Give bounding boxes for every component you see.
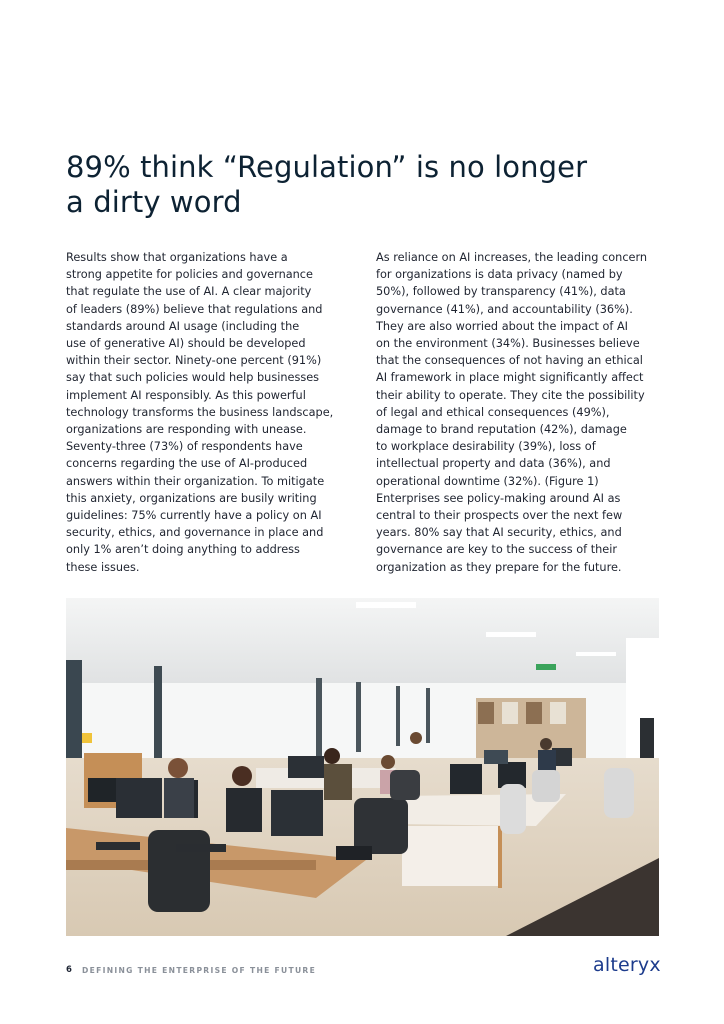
person-body bbox=[324, 764, 352, 800]
text-line: governance (41%), and accountability (36%). bbox=[376, 302, 633, 316]
text-line: governance are key to the success of their bbox=[376, 543, 618, 557]
text-line: for organizations is data privacy (named by bbox=[376, 268, 623, 282]
text-line: damage to brand reputation (42%), damage bbox=[376, 423, 627, 437]
text-line: on the environment (34%). Businesses believe bbox=[376, 337, 640, 351]
text-line: guidelines: 75% currently have a policy on AI bbox=[66, 509, 322, 523]
person-head bbox=[540, 738, 552, 750]
text-line: their ability to operate. They cite the possibility bbox=[376, 388, 645, 402]
text-line: strong appetite for policies and governance bbox=[66, 268, 313, 282]
text-line: concerns regarding the use of AI-produced bbox=[66, 457, 308, 471]
ceiling-light bbox=[486, 632, 536, 637]
text-line: organization as they prepare for the future. bbox=[376, 560, 622, 574]
text-line: years. 80% say that AI security, ethics, and bbox=[376, 526, 622, 540]
shelf-box bbox=[502, 702, 518, 724]
text-line: Results show that organizations have a bbox=[66, 251, 288, 264]
text-line: these issues. bbox=[66, 560, 140, 574]
ceiling-light bbox=[356, 602, 416, 608]
office-chair bbox=[500, 784, 526, 834]
text-line: of legal and ethical consequences (49%), bbox=[376, 405, 610, 419]
text-line: of leaders (89%) believe that regulations and bbox=[66, 302, 323, 316]
person-head bbox=[324, 748, 340, 764]
sign bbox=[82, 733, 92, 743]
text-line: use of generative AI) should be developed bbox=[66, 337, 306, 351]
person-body bbox=[164, 778, 194, 818]
monitor bbox=[450, 764, 482, 794]
text-line: intellectual property and data (36%), and bbox=[376, 457, 611, 471]
office-chair bbox=[604, 768, 634, 818]
footer-section-title: DEFINING THE ENTERPRISE OF THE FUTURE bbox=[82, 966, 317, 975]
keyboard bbox=[96, 842, 140, 850]
window-frame bbox=[316, 678, 322, 763]
monitor bbox=[116, 778, 162, 818]
person-head bbox=[168, 758, 188, 778]
text-line: Enterprises see policy-making around AI as bbox=[376, 491, 621, 505]
left-column-text bbox=[66, 249, 361, 576]
person-head bbox=[410, 732, 422, 744]
text-line: that regulate the use of AI. A clear majority bbox=[66, 285, 312, 299]
text-line: say that such policies would help businesses bbox=[66, 371, 320, 385]
right-column-text bbox=[376, 249, 671, 576]
exit-sign bbox=[536, 664, 556, 670]
monitor bbox=[88, 778, 118, 802]
monitor bbox=[484, 750, 508, 764]
monitor bbox=[271, 790, 323, 836]
office-chair bbox=[390, 770, 420, 800]
text-line: this anxiety, organizations are busily writing bbox=[66, 491, 317, 505]
text-line: 50%), followed by transparency (41%), data bbox=[376, 285, 626, 299]
text-line: operational downtime (32%). (Figure 1) bbox=[376, 474, 599, 488]
office-illustration bbox=[66, 598, 659, 936]
desk-phone bbox=[336, 846, 372, 860]
text-line: organizations are responding with unease. bbox=[66, 423, 307, 437]
text-line: to workplace desirability (39%), loss of bbox=[376, 440, 596, 454]
window-frame bbox=[356, 682, 361, 752]
window-frame bbox=[396, 686, 400, 746]
text-line: As reliance on AI increases, the leading concern bbox=[376, 251, 648, 264]
office-chair bbox=[354, 798, 408, 854]
shelf-box bbox=[478, 702, 494, 724]
text-line: technology transforms the business landscape, bbox=[66, 405, 334, 419]
text-line: that the consequences of not having an ethical bbox=[376, 354, 643, 368]
alteryx-logo: alteryx bbox=[593, 954, 661, 976]
person-head bbox=[232, 766, 252, 786]
title-line: a dirty word bbox=[66, 185, 242, 219]
text-line: only 1% aren’t doing anything to address bbox=[66, 543, 300, 557]
office-chair bbox=[148, 830, 210, 912]
monitor bbox=[288, 756, 324, 778]
office-chair bbox=[532, 770, 560, 802]
text-line: standards around AI usage (including the bbox=[66, 319, 300, 333]
page-title bbox=[66, 150, 666, 220]
text-line: answers within their organization. To mitigate bbox=[66, 474, 325, 488]
ceiling-light bbox=[576, 652, 616, 656]
desk-pedestal bbox=[402, 826, 498, 886]
shelf-box bbox=[526, 702, 542, 724]
person-body bbox=[538, 750, 556, 772]
page-number: 6 bbox=[66, 965, 72, 975]
keyboard bbox=[176, 844, 226, 852]
text-line: security, ethics, and governance in place and bbox=[66, 526, 324, 540]
text-line: implement AI responsibly. As this powerful bbox=[66, 388, 306, 402]
text-line: Seventy-three (73%) of respondents have bbox=[66, 440, 303, 454]
shelf-box bbox=[550, 702, 566, 724]
text-line: AI framework in place might significantly affect bbox=[376, 371, 644, 385]
window-frame bbox=[426, 688, 430, 743]
person-head bbox=[381, 755, 395, 769]
text-line: They are also worried about the impact of AI bbox=[376, 319, 629, 333]
person-body bbox=[226, 788, 262, 832]
text-line: within their sector. Ninety-one percent (91%) bbox=[66, 354, 322, 368]
text-line: central to their prospects over the next few bbox=[376, 509, 623, 523]
desk-panel bbox=[498, 826, 502, 888]
title-line: 89% think “Regulation” is no longer bbox=[66, 150, 588, 184]
office-photo bbox=[66, 598, 659, 936]
